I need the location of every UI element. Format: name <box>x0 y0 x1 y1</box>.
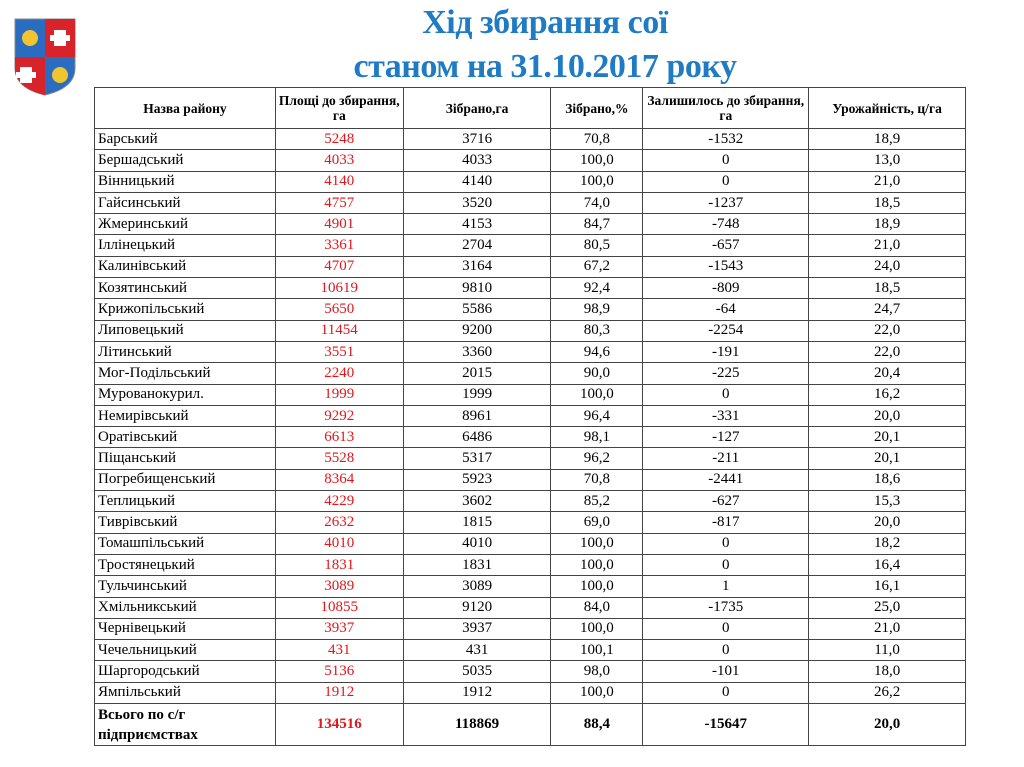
coat-of-arms-emblem <box>14 18 76 96</box>
yield-cell: 20,1 <box>809 448 966 469</box>
area-to-harvest-cell: 4140 <box>275 171 403 192</box>
yield-cell: 18,9 <box>809 129 966 150</box>
remaining-ha-cell: -15647 <box>643 704 809 746</box>
remaining-ha-cell: -331 <box>643 405 809 426</box>
yield-cell: 22,0 <box>809 341 966 362</box>
area-to-harvest-cell: 1999 <box>275 384 403 405</box>
header-area-to-harvest: Площі до збирання, га <box>275 88 403 129</box>
district-name-cell: Немирівський <box>95 405 276 426</box>
remaining-ha-cell: -2254 <box>643 320 809 341</box>
harvested-ha-cell: 2015 <box>403 363 551 384</box>
yield-cell: 20,0 <box>809 512 966 533</box>
table-row <box>95 597 966 618</box>
district-name-cell: Піщанський <box>95 448 276 469</box>
district-name-cell: Мог-Подільський <box>95 363 276 384</box>
area-to-harvest-cell: 6613 <box>275 427 403 448</box>
harvested-pct-cell: 88,4 <box>551 704 643 746</box>
table-row <box>95 278 966 299</box>
harvested-pct-cell: 80,3 <box>551 320 643 341</box>
yield-cell: 20,0 <box>809 704 966 746</box>
harvested-ha-cell: 118869 <box>403 704 551 746</box>
header-yield: Урожайність, ц/га <box>809 88 966 129</box>
harvested-pct-cell: 90,0 <box>551 363 643 384</box>
yield-cell: 24,7 <box>809 299 966 320</box>
yield-cell: 20,1 <box>809 427 966 448</box>
table-row <box>95 512 966 533</box>
area-to-harvest-cell: 4010 <box>275 533 403 554</box>
remaining-ha-cell: -657 <box>643 235 809 256</box>
area-to-harvest-cell: 2240 <box>275 363 403 384</box>
remaining-ha-cell: -191 <box>643 341 809 362</box>
yield-cell: 20,4 <box>809 363 966 384</box>
harvested-pct-cell: 98,0 <box>551 661 643 682</box>
area-to-harvest-cell: 1831 <box>275 554 403 575</box>
remaining-ha-cell: -1543 <box>643 256 809 277</box>
yield-cell: 18,5 <box>809 278 966 299</box>
remaining-ha-cell: -627 <box>643 491 809 512</box>
header-harvested-ha: Зібрано,га <box>403 88 551 129</box>
harvested-ha-cell: 1999 <box>403 384 551 405</box>
harvested-ha-cell: 2704 <box>403 235 551 256</box>
district-name-cell: Теплицький <box>95 491 276 512</box>
harvested-ha-cell: 431 <box>403 640 551 661</box>
area-to-harvest-cell: 3937 <box>275 618 403 639</box>
table-row <box>95 341 966 362</box>
table-row <box>95 448 966 469</box>
harvested-pct-cell: 96,4 <box>551 405 643 426</box>
harvested-ha-cell: 3520 <box>403 192 551 213</box>
area-to-harvest-cell: 431 <box>275 640 403 661</box>
district-name-cell: Липовецький <box>95 320 276 341</box>
table-row <box>95 299 966 320</box>
harvested-pct-cell: 70,8 <box>551 129 643 150</box>
table-row <box>95 640 966 661</box>
remaining-ha-cell: -1237 <box>643 192 809 213</box>
area-to-harvest-cell: 3361 <box>275 235 403 256</box>
table-row <box>95 235 966 256</box>
soy-harvest-table <box>94 87 966 746</box>
district-name-cell: Жмеринський <box>95 214 276 235</box>
table-row <box>95 171 966 192</box>
yield-cell: 18,2 <box>809 533 966 554</box>
yield-cell: 22,0 <box>809 320 966 341</box>
harvested-ha-cell: 5317 <box>403 448 551 469</box>
harvested-ha-cell: 5923 <box>403 469 551 490</box>
district-name-cell: Крижопільський <box>95 299 276 320</box>
yield-cell: 18,0 <box>809 661 966 682</box>
district-name-cell: Мурованокурил. <box>95 384 276 405</box>
area-to-harvest-cell: 4757 <box>275 192 403 213</box>
area-to-harvest-cell: 4901 <box>275 214 403 235</box>
table-row <box>95 384 966 405</box>
district-name-cell: Тульчинський <box>95 576 276 597</box>
harvested-pct-cell: 70,8 <box>551 469 643 490</box>
remaining-ha-cell: 0 <box>643 554 809 575</box>
remaining-ha-cell: 0 <box>643 640 809 661</box>
table-row <box>95 129 966 150</box>
harvested-pct-cell: 100,0 <box>551 171 643 192</box>
harvested-pct-cell: 74,0 <box>551 192 643 213</box>
harvested-pct-cell: 96,2 <box>551 448 643 469</box>
district-name-cell: Літинський <box>95 341 276 362</box>
district-name-cell: Всього по с/г підприємствах <box>95 704 276 746</box>
area-to-harvest-cell: 5650 <box>275 299 403 320</box>
harvested-ha-cell: 8961 <box>403 405 551 426</box>
harvested-pct-cell: 100,0 <box>551 576 643 597</box>
table-row <box>95 491 966 512</box>
remaining-ha-cell: 0 <box>643 150 809 171</box>
remaining-ha-cell: -211 <box>643 448 809 469</box>
header-harvested-pct: Зібрано,% <box>551 88 643 129</box>
yield-cell: 25,0 <box>809 597 966 618</box>
yield-cell: 16,4 <box>809 554 966 575</box>
remaining-ha-cell: -101 <box>643 661 809 682</box>
harvested-ha-cell: 9200 <box>403 320 551 341</box>
table-row <box>95 363 966 384</box>
harvested-ha-cell: 3602 <box>403 491 551 512</box>
table-row <box>95 618 966 639</box>
harvested-ha-cell: 3716 <box>403 129 551 150</box>
harvested-pct-cell: 100,0 <box>551 384 643 405</box>
district-name-cell: Тиврівський <box>95 512 276 533</box>
table-row <box>95 576 966 597</box>
table-row <box>95 192 966 213</box>
district-name-cell: Чечельницький <box>95 640 276 661</box>
area-to-harvest-cell: 4707 <box>275 256 403 277</box>
district-name-cell: Погребищенський <box>95 469 276 490</box>
header-district: Назва району <box>95 88 276 129</box>
remaining-ha-cell: -748 <box>643 214 809 235</box>
district-name-cell: Барський <box>95 129 276 150</box>
yield-cell: 16,2 <box>809 384 966 405</box>
harvested-pct-cell: 100,0 <box>551 682 643 703</box>
table-header-row <box>95 88 966 129</box>
area-to-harvest-cell: 4229 <box>275 491 403 512</box>
district-name-cell: Оратівський <box>95 427 276 448</box>
harvested-ha-cell: 9120 <box>403 597 551 618</box>
yield-cell: 21,0 <box>809 618 966 639</box>
area-to-harvest-cell: 3089 <box>275 576 403 597</box>
district-name-cell: Шаргородський <box>95 661 276 682</box>
harvested-ha-cell: 3937 <box>403 618 551 639</box>
harvested-pct-cell: 100,1 <box>551 640 643 661</box>
district-name-cell: Ямпільський <box>95 682 276 703</box>
area-to-harvest-cell: 11454 <box>275 320 403 341</box>
remaining-ha-cell: 0 <box>643 618 809 639</box>
harvested-ha-cell: 1815 <box>403 512 551 533</box>
yield-cell: 21,0 <box>809 171 966 192</box>
remaining-ha-cell: -1735 <box>643 597 809 618</box>
district-name-cell: Вінницький <box>95 171 276 192</box>
area-to-harvest-cell: 5136 <box>275 661 403 682</box>
remaining-ha-cell: 0 <box>643 682 809 703</box>
remaining-ha-cell: -2441 <box>643 469 809 490</box>
harvested-ha-cell: 9810 <box>403 278 551 299</box>
harvested-pct-cell: 80,5 <box>551 235 643 256</box>
remaining-ha-cell: 1 <box>643 576 809 597</box>
harvested-pct-cell: 100,0 <box>551 150 643 171</box>
area-to-harvest-cell: 10855 <box>275 597 403 618</box>
harvested-pct-cell: 84,7 <box>551 214 643 235</box>
remaining-ha-cell: 0 <box>643 533 809 554</box>
yield-cell: 15,3 <box>809 491 966 512</box>
yield-cell: 11,0 <box>809 640 966 661</box>
area-to-harvest-cell: 134516 <box>275 704 403 746</box>
remaining-ha-cell: -127 <box>643 427 809 448</box>
harvested-ha-cell: 4140 <box>403 171 551 192</box>
table-row <box>95 214 966 235</box>
page-subtitle-date: станом на 31.10.2017 року <box>353 48 737 85</box>
harvested-ha-cell: 3164 <box>403 256 551 277</box>
district-name-cell: Козятинський <box>95 278 276 299</box>
harvested-pct-cell: 85,2 <box>551 491 643 512</box>
area-to-harvest-cell: 4033 <box>275 150 403 171</box>
harvested-pct-cell: 84,0 <box>551 597 643 618</box>
harvested-ha-cell: 6486 <box>403 427 551 448</box>
area-to-harvest-cell: 5248 <box>275 129 403 150</box>
remaining-ha-cell: -1532 <box>643 129 809 150</box>
area-to-harvest-cell: 9292 <box>275 405 403 426</box>
district-name-cell: Томашпільський <box>95 533 276 554</box>
harvested-ha-cell: 3089 <box>403 576 551 597</box>
table-row <box>95 469 966 490</box>
yield-cell: 13,0 <box>809 150 966 171</box>
yield-cell: 26,2 <box>809 682 966 703</box>
area-to-harvest-cell: 8364 <box>275 469 403 490</box>
yield-cell: 20,0 <box>809 405 966 426</box>
remaining-ha-cell: -64 <box>643 299 809 320</box>
harvested-ha-cell: 3360 <box>403 341 551 362</box>
remaining-ha-cell: 0 <box>643 384 809 405</box>
district-name-cell: Тростянецький <box>95 554 276 575</box>
area-to-harvest-cell: 2632 <box>275 512 403 533</box>
harvested-ha-cell: 1912 <box>403 682 551 703</box>
remaining-ha-cell: -225 <box>643 363 809 384</box>
harvested-ha-cell: 4033 <box>403 150 551 171</box>
remaining-ha-cell: 0 <box>643 171 809 192</box>
harvested-pct-cell: 100,0 <box>551 533 643 554</box>
table-row <box>95 661 966 682</box>
district-name-cell: Калинівський <box>95 256 276 277</box>
table-row <box>95 427 966 448</box>
table-total-row <box>95 704 966 746</box>
harvested-pct-cell: 92,4 <box>551 278 643 299</box>
harvested-ha-cell: 1831 <box>403 554 551 575</box>
area-to-harvest-cell: 5528 <box>275 448 403 469</box>
district-name-cell: Гайсинський <box>95 192 276 213</box>
district-name-cell: Хмільникський <box>95 597 276 618</box>
harvested-ha-cell: 4153 <box>403 214 551 235</box>
table-row <box>95 150 966 171</box>
yield-cell: 21,0 <box>809 235 966 256</box>
yield-cell: 18,5 <box>809 192 966 213</box>
harvested-pct-cell: 94,6 <box>551 341 643 362</box>
remaining-ha-cell: -809 <box>643 278 809 299</box>
district-name-cell: Іллінецький <box>95 235 276 256</box>
harvested-pct-cell: 100,0 <box>551 618 643 639</box>
district-name-cell: Чернівецький <box>95 618 276 639</box>
harvested-ha-cell: 4010 <box>403 533 551 554</box>
area-to-harvest-cell: 3551 <box>275 341 403 362</box>
harvested-ha-cell: 5586 <box>403 299 551 320</box>
remaining-ha-cell: -817 <box>643 512 809 533</box>
district-name-cell: Бершадський <box>95 150 276 171</box>
yield-cell: 16,1 <box>809 576 966 597</box>
table-row <box>95 554 966 575</box>
yield-cell: 24,0 <box>809 256 966 277</box>
harvested-pct-cell: 98,9 <box>551 299 643 320</box>
area-to-harvest-cell: 1912 <box>275 682 403 703</box>
table-row <box>95 256 966 277</box>
harvested-pct-cell: 98,1 <box>551 427 643 448</box>
harvested-pct-cell: 100,0 <box>551 554 643 575</box>
header-remaining: Залишилось до збирання, га <box>643 88 809 129</box>
harvested-ha-cell: 5035 <box>403 661 551 682</box>
page-title: Хід збирання сої <box>422 4 668 41</box>
table-row <box>95 320 966 341</box>
table-row <box>95 682 966 703</box>
table-row <box>95 533 966 554</box>
yield-cell: 18,6 <box>809 469 966 490</box>
harvested-pct-cell: 69,0 <box>551 512 643 533</box>
harvested-pct-cell: 67,2 <box>551 256 643 277</box>
yield-cell: 18,9 <box>809 214 966 235</box>
table-row <box>95 405 966 426</box>
area-to-harvest-cell: 10619 <box>275 278 403 299</box>
